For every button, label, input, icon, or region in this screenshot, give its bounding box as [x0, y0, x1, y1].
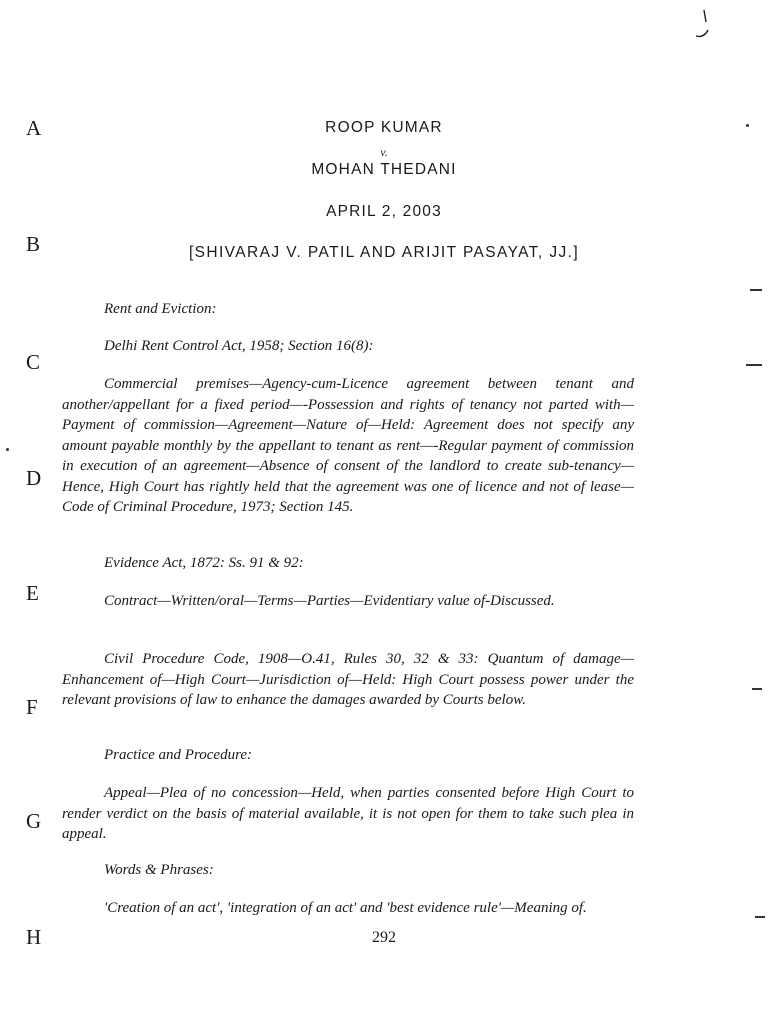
creation-headnote	[62, 898, 634, 919]
contract-headnote-text: Contract—Written/oral—Terms—Parties—Evidentiary value of-Discussed.	[104, 593, 555, 609]
evidence-act-heading: Evidence Act, 1872: Ss. 91 & 92:	[104, 555, 304, 571]
versus-label: v.	[380, 145, 388, 159]
scan-mark-corner	[690, 8, 714, 48]
margin-marker-a: A	[26, 116, 42, 140]
words-heading: Words & Phrases:	[104, 862, 214, 878]
margin-marker-e: E	[26, 581, 39, 605]
scan-mark	[752, 688, 762, 690]
commercial-headnote-text: Commercial premises—Agency-cum-Licence agreement between tenant and another/appellant for a fixed period—-Possession and rights of tenancy not parted with—Payment of commission—Agreement—Nature of—Held: Agreement does not specify any amount payable monthly by the appellant to tenant as rent—-Regular payment of commission in execution of an agreement—Absence of consent of the landlord to create sub-tenancy—Hence, High Court has rightly held that the agreement was one of licence and not of lease—Code of Criminal Procedure, 1973; Section 145.	[62, 376, 634, 515]
petitioner-name: ROOP KUMAR	[325, 119, 443, 136]
respondent-name: MOHAN THEDANI	[311, 161, 457, 178]
delhi-act-heading: Delhi Rent Control Act, 1958; Section 16(8):	[104, 338, 374, 354]
scan-mark	[755, 916, 765, 918]
margin-marker-h: H	[26, 925, 42, 949]
margin-marker-b: B	[26, 232, 41, 256]
appeal-headnote	[62, 783, 634, 845]
contract-headnote	[62, 591, 634, 612]
rent-heading: Rent and Eviction:	[104, 301, 217, 317]
margin-marker-g: G	[26, 809, 42, 833]
scan-mark	[746, 124, 749, 127]
margin-marker-d: D	[26, 466, 42, 490]
judgment-date: APRIL 2, 2003	[326, 203, 442, 220]
page-number: 292	[372, 929, 396, 946]
scan-mark	[746, 364, 762, 366]
bench-coram: [SHIVARAJ V. PATIL AND ARIJIT PASAYAT, JJ.]	[188, 244, 580, 261]
scan-mark	[750, 289, 762, 291]
practice-heading: Practice and Procedure:	[104, 747, 253, 763]
appeal-headnote-text: Appeal—Plea of no concession—Held, when parties consented before High Court to render verdict on the basis of material available, it is not open for them to take such plea in appeal.	[62, 785, 634, 842]
margin-marker-c: C	[26, 350, 41, 374]
commercial-headnote	[62, 374, 634, 518]
margin-marker-f: F	[26, 695, 38, 719]
cpc-headnote-text: Civil Procedure Code, 1908—O.41, Rules 30, 32 & 33: Quantum of damage—Enhancement of—High Court—Jurisdiction of—Held: High Court possess power under the relevant provisions of law to enhance the damages awarded by Courts below.	[62, 651, 634, 708]
creation-headnote-text: 'Creation of an act', 'integration of an act' and 'best evidence rule'—Meaning of.	[104, 900, 587, 916]
scan-mark	[6, 448, 9, 451]
cpc-headnote	[62, 649, 634, 711]
